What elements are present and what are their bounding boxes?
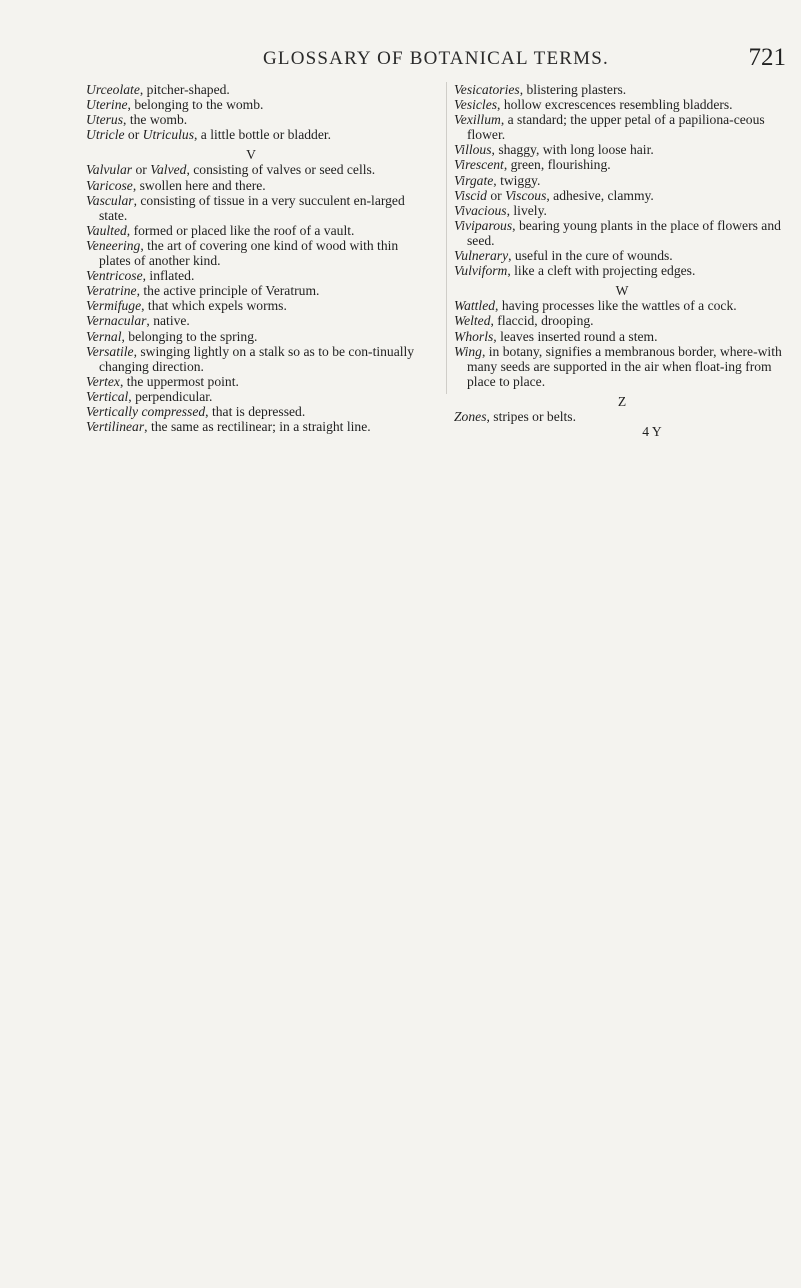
entry-term: Zones (454, 408, 487, 424)
entry-definition: , inflated. (142, 268, 195, 284)
page-number: 721 (748, 44, 786, 71)
entry-definition: , the active principle of Veratrum. (136, 283, 320, 299)
entry-term: Uterus (86, 112, 124, 128)
entry-term: Virescent (454, 157, 504, 173)
glossary-entry (454, 188, 790, 203)
left-column (86, 82, 416, 434)
entry-term: Vertically compressed (86, 403, 206, 419)
entry-definition: , the same as rectilinear; in a straight line. (144, 419, 371, 435)
glossary-entry (86, 268, 416, 283)
entry-term: Welted (454, 313, 491, 329)
glossary-entry (454, 263, 790, 278)
letter-heading-w: W (615, 283, 629, 299)
entry-definition: , green, flourishing. (503, 157, 611, 173)
glossary-entry (86, 344, 416, 374)
glossary-entry (86, 283, 416, 298)
glossary-entry (454, 112, 790, 142)
glossary-entry (86, 193, 416, 223)
entry-term: Whorls (454, 328, 494, 344)
entry-term: Vesicles (454, 97, 498, 113)
glossary-entry (86, 82, 416, 97)
entry-definition: , the uppermost point. (119, 373, 239, 389)
entry-term-alt: Valved (150, 162, 187, 178)
entry-definition: , swollen here and there. (132, 177, 266, 193)
entry-definition: , in botany, signifies a membranous border, where-with many seeds are supported in the air when float-ing from place to place. (467, 343, 782, 389)
entry-term: Veratrine (86, 283, 137, 299)
entry-definition: , perpendicular. (128, 388, 213, 404)
entry-definition: , twiggy. (493, 172, 541, 188)
entry-definition: , native. (146, 313, 190, 329)
entry-definition: , belonging to the spring. (121, 328, 258, 344)
signature-mark: 4 Y (642, 424, 662, 440)
entry-term: Villous (454, 142, 492, 158)
glossary-entry (86, 329, 416, 344)
entry-definition: , that which expels worms. (141, 298, 287, 314)
entry-definition: or (132, 162, 151, 178)
entry-term: Vertilinear (86, 419, 145, 435)
entry-definition: , formed or placed like the roof of a vault. (126, 222, 355, 238)
entry-term: Vulviform (454, 263, 508, 279)
entry-term: Vulnerary (454, 248, 509, 264)
entry-term: Vaulted (86, 222, 127, 238)
column-divider (446, 82, 447, 394)
entry-term: Viviparous (454, 217, 513, 233)
glossary-entry (86, 404, 416, 419)
glossary-entry (454, 82, 790, 97)
glossary-entry (454, 248, 790, 263)
glossary-entry (86, 97, 416, 112)
glossary-entry (86, 127, 416, 142)
glossary-entry (454, 157, 790, 172)
entry-definition: , pitcher-shaped. (139, 82, 230, 97)
glossary-entry (454, 409, 790, 424)
entry-term: Uterine (86, 97, 128, 113)
entry-term: Vernacular (86, 313, 147, 329)
glossary-entry (454, 313, 790, 328)
glossary-entry (454, 329, 790, 344)
entry-term: Vermifuge (86, 298, 142, 314)
entry-term: Virgate (454, 172, 494, 188)
section-v-left (86, 162, 416, 434)
entry-definition: , blistering plasters. (519, 82, 627, 97)
glossary-entry (86, 298, 416, 313)
entry-term: Vexillum (454, 112, 501, 128)
right-column (454, 82, 790, 439)
glossary-entry (86, 178, 416, 193)
entry-term-alt: Viscous (505, 187, 547, 203)
entry-term: Valvular (86, 162, 133, 178)
glossary-entry (454, 298, 790, 313)
entry-definition: or (124, 127, 143, 143)
entry-definition: , consisting of tissue in a very succulent en-larged state. (99, 192, 405, 223)
glossary-entry (86, 374, 416, 389)
section-u (86, 82, 416, 142)
glossary-entry (86, 313, 416, 328)
entry-term: Viscid (454, 187, 487, 203)
entry-term: Wing (454, 343, 482, 359)
glossary-entry (86, 238, 416, 268)
section-v-right (454, 82, 790, 278)
entry-term: Versatile (86, 343, 134, 359)
section-w (454, 298, 790, 389)
glossary-entry (454, 97, 790, 112)
entry-term: Vivacious (454, 202, 507, 218)
entry-definition: or (486, 187, 506, 203)
glossary-entry (86, 162, 416, 177)
glossary-entry (454, 344, 790, 389)
entry-definition: , the womb. (123, 112, 188, 128)
entry-definition: , leaves inserted round a stem. (493, 328, 658, 344)
page-header (86, 42, 786, 74)
entry-definition: , flaccid, drooping. (490, 313, 594, 329)
glossary-entry (86, 112, 416, 127)
entry-term: Vernal (86, 328, 122, 344)
glossary-entry (86, 419, 416, 434)
entry-term: Varicose (86, 177, 133, 193)
entry-definition: , a standard; the upper petal of a papiliona-ceous flower. (467, 112, 765, 143)
entry-definition: , belonging to the womb. (127, 97, 264, 113)
entry-definition: , stripes or belts. (486, 408, 576, 424)
glossary-entry (86, 389, 416, 404)
letter-heading-v: V (246, 147, 256, 163)
glossary-entry (454, 142, 790, 157)
glossary-entry (454, 218, 790, 248)
entry-definition-alt: , a little bottle or bladder. (194, 127, 332, 143)
entry-definition: , like a cleft with projecting edges. (507, 263, 696, 279)
entry-term: Urceolate (86, 82, 140, 97)
entry-definition: , having processes like the wattles of a cock. (495, 298, 737, 314)
running-title: GLOSSARY OF BOTANICAL TERMS. (263, 48, 609, 69)
entry-term: Utricle (86, 127, 125, 143)
entry-definition-alt: , adhesive, clammy. (546, 187, 654, 203)
section-z (454, 409, 790, 424)
entry-term: Veneering (86, 237, 141, 253)
entry-definition: , shaggy, with long loose hair. (491, 142, 654, 158)
entry-term: Vesicatories (454, 82, 520, 97)
letter-heading-z: Z (617, 393, 627, 409)
entry-definition: , swinging lightly on a stalk so as to be con-tinually changing direction. (99, 343, 415, 374)
entry-definition: , hollow excrescences resembling bladders. (497, 97, 733, 113)
entry-term: Wattled (454, 298, 496, 314)
glossary-entry (86, 223, 416, 238)
entry-term-alt: Utriculus (142, 127, 194, 143)
entry-term: Vascular (86, 192, 134, 208)
entry-definition: , useful in the cure of wounds. (508, 248, 673, 264)
entry-term: Vertical (86, 388, 129, 404)
entry-definition-alt: , consisting of valves or seed cells. (186, 162, 376, 178)
entry-term: Vertex (86, 373, 120, 389)
entry-definition: , that is depressed. (205, 403, 306, 419)
entry-definition: , lively. (506, 202, 547, 218)
entry-term: Ventricose (86, 268, 143, 284)
entry-definition: , the art of covering one kind of wood with thin plates of another kind. (99, 237, 399, 269)
glossary-entry (454, 203, 790, 218)
glossary-entry (454, 173, 790, 188)
entry-definition: , bearing young plants in the place of flowers and seed. (467, 217, 781, 248)
